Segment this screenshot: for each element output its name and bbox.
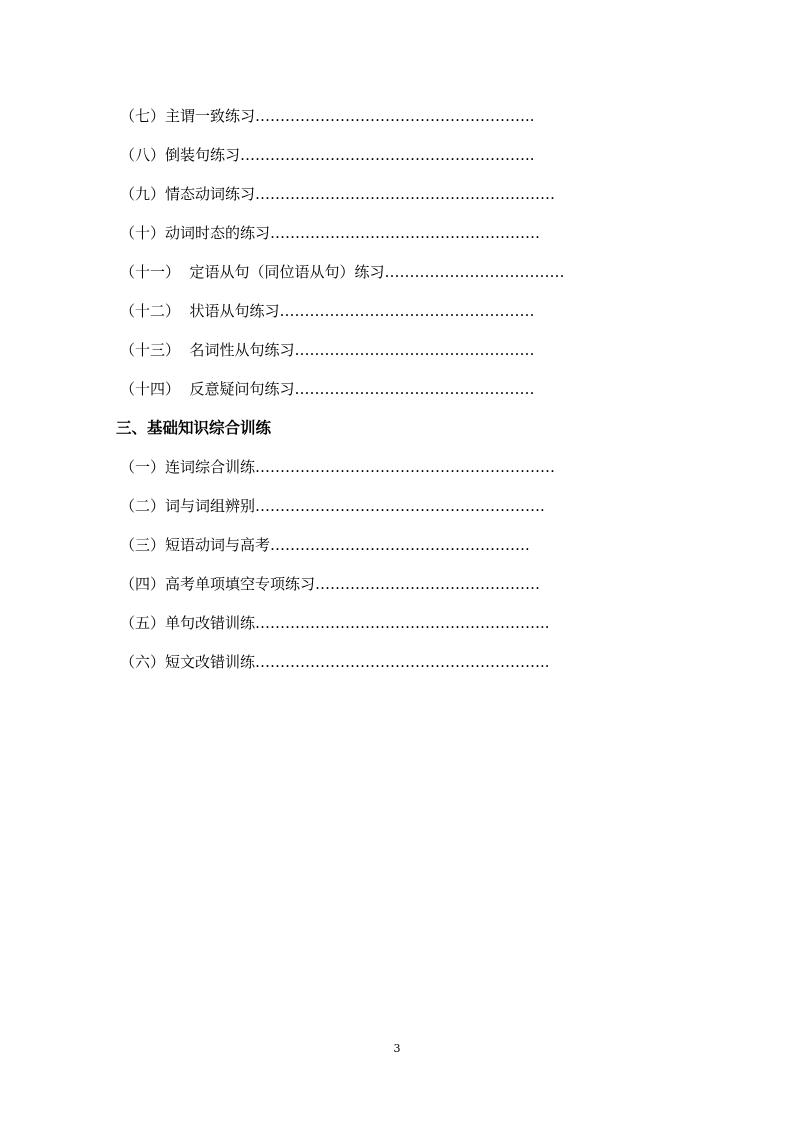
toc-section-entry-2[interactable]	[120, 494, 680, 533]
toc-dot-leader: ………………………………	[384, 263, 565, 281]
page-number: 3	[393, 1042, 401, 1055]
toc-entry-13[interactable]	[120, 338, 680, 377]
toc-dot-leader: ………………………………………………..	[255, 107, 535, 125]
toc-entry-label: （五）单句改错训练	[120, 614, 256, 632]
toc-entry-label: （十四） 反意疑问句练习	[120, 380, 295, 398]
toc-entry-label: （三）短语动词与高考	[120, 536, 271, 554]
toc-entry-7[interactable]	[120, 104, 680, 143]
toc-entry-label: （一）连词综合训练	[120, 458, 256, 476]
toc-dot-leader: ………………………………………………	[270, 224, 541, 242]
toc-entry-9[interactable]	[120, 182, 680, 221]
table-of-contents	[116, 104, 680, 689]
toc-section-entry-4[interactable]	[120, 572, 680, 611]
toc-entry-label: （十三） 名词性从句练习	[120, 341, 295, 359]
toc-section-entry-5[interactable]	[120, 611, 680, 650]
toc-dot-leader: …………………………………………	[294, 341, 535, 359]
toc-entry-14[interactable]	[120, 377, 680, 416]
toc-entry-11[interactable]	[120, 260, 680, 299]
toc-dot-leader: ……………………………………………………	[255, 185, 556, 203]
toc-dot-leader: ……………………………………………	[279, 302, 535, 320]
toc-entry-label: （四）高考单项填空专项练习	[120, 575, 316, 593]
toc-entry-12[interactable]	[120, 299, 680, 338]
toc-entry-8[interactable]	[120, 143, 680, 182]
toc-section-entry-6[interactable]	[120, 650, 680, 689]
toc-entry-label: （十）动词时态的练习	[120, 224, 271, 242]
toc-entry-label: （六）短文改错训练	[120, 653, 256, 671]
toc-entry-10[interactable]	[120, 221, 680, 260]
toc-dot-leader: …………………………………………………..	[240, 146, 535, 164]
toc-entry-label: （二）词与词组辨别	[120, 497, 256, 515]
toc-entry-label: （十二） 状语从句练习	[120, 302, 280, 320]
toc-dot-leader: …………………………………………………..	[255, 653, 550, 671]
toc-dot-leader: …………………………………………….	[270, 536, 530, 554]
toc-dot-leader: …………………………………………………..	[255, 614, 550, 632]
toc-section-heading[interactable]: 三、基础知识综合训练	[116, 419, 272, 437]
toc-dot-leader: ………………………………………	[315, 575, 541, 593]
toc-dot-leader: ……………………………………………………	[255, 458, 556, 476]
toc-dot-leader: …………………………………………	[294, 380, 535, 398]
toc-entry-label: （八）倒装句练习	[120, 146, 241, 164]
toc-section-entry-1[interactable]	[120, 455, 680, 494]
toc-dot-leader: ………………………………………………….	[255, 497, 545, 515]
toc-section-entry-3[interactable]	[120, 533, 680, 572]
toc-entry-label: （七）主谓一致练习	[120, 107, 256, 125]
toc-entry-label: （十一） 定语从句（同位语从句）练习	[120, 263, 385, 281]
toc-entry-label: （九）情态动词练习	[120, 185, 256, 203]
